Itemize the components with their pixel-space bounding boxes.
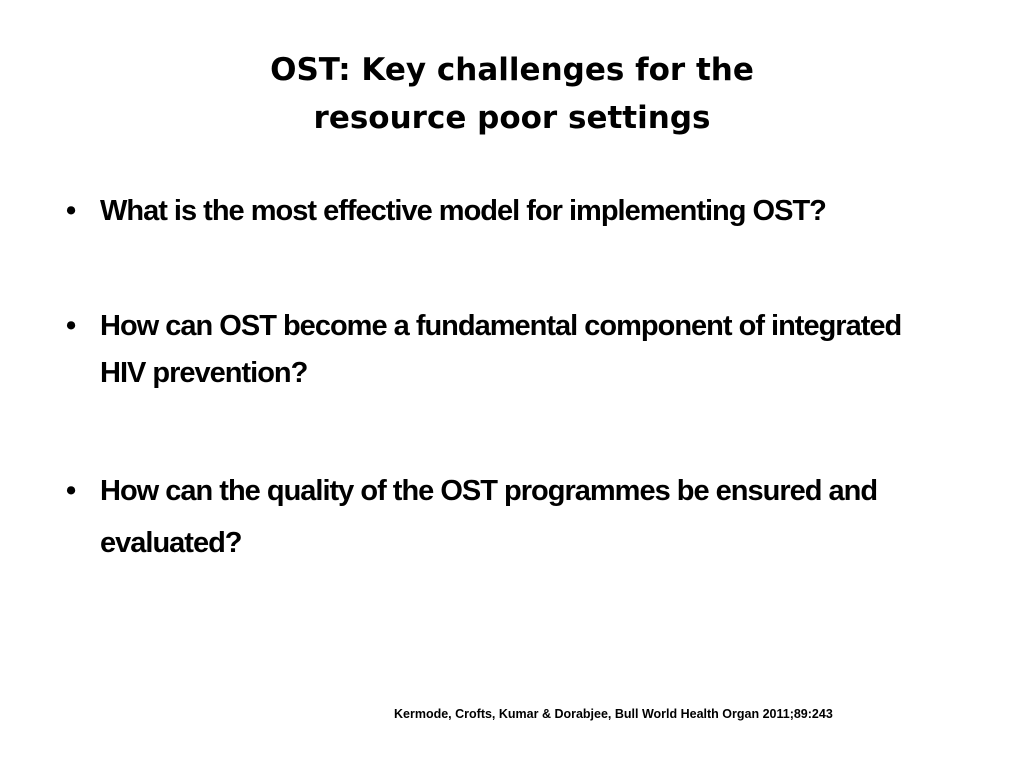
title-line-2: resource poor settings (313, 100, 711, 136)
citation: Kermode, Crofts, Kumar & Dorabjee, Bull World Health Organ 2011;89:243 (394, 707, 833, 721)
bullet-item (60, 303, 940, 397)
bullet-dot-icon: • (66, 310, 76, 342)
bullet-dot-icon: • (66, 475, 76, 507)
bullet-item (60, 465, 940, 569)
bullet-dot-icon: • (66, 195, 76, 227)
title-line-1: OST: Key challenges for the (270, 52, 754, 88)
bullet-text: How can the quality of the OST programmes be ensured and evaluated? (100, 475, 878, 559)
bullet-item (60, 188, 940, 235)
bullet-list (60, 188, 940, 637)
slide-title (0, 46, 1024, 142)
bullet-text: How can OST become a fundamental component of integrated HIV prevention? (100, 310, 902, 389)
bullet-text: What is the most effective model for implementing OST? (100, 195, 826, 227)
